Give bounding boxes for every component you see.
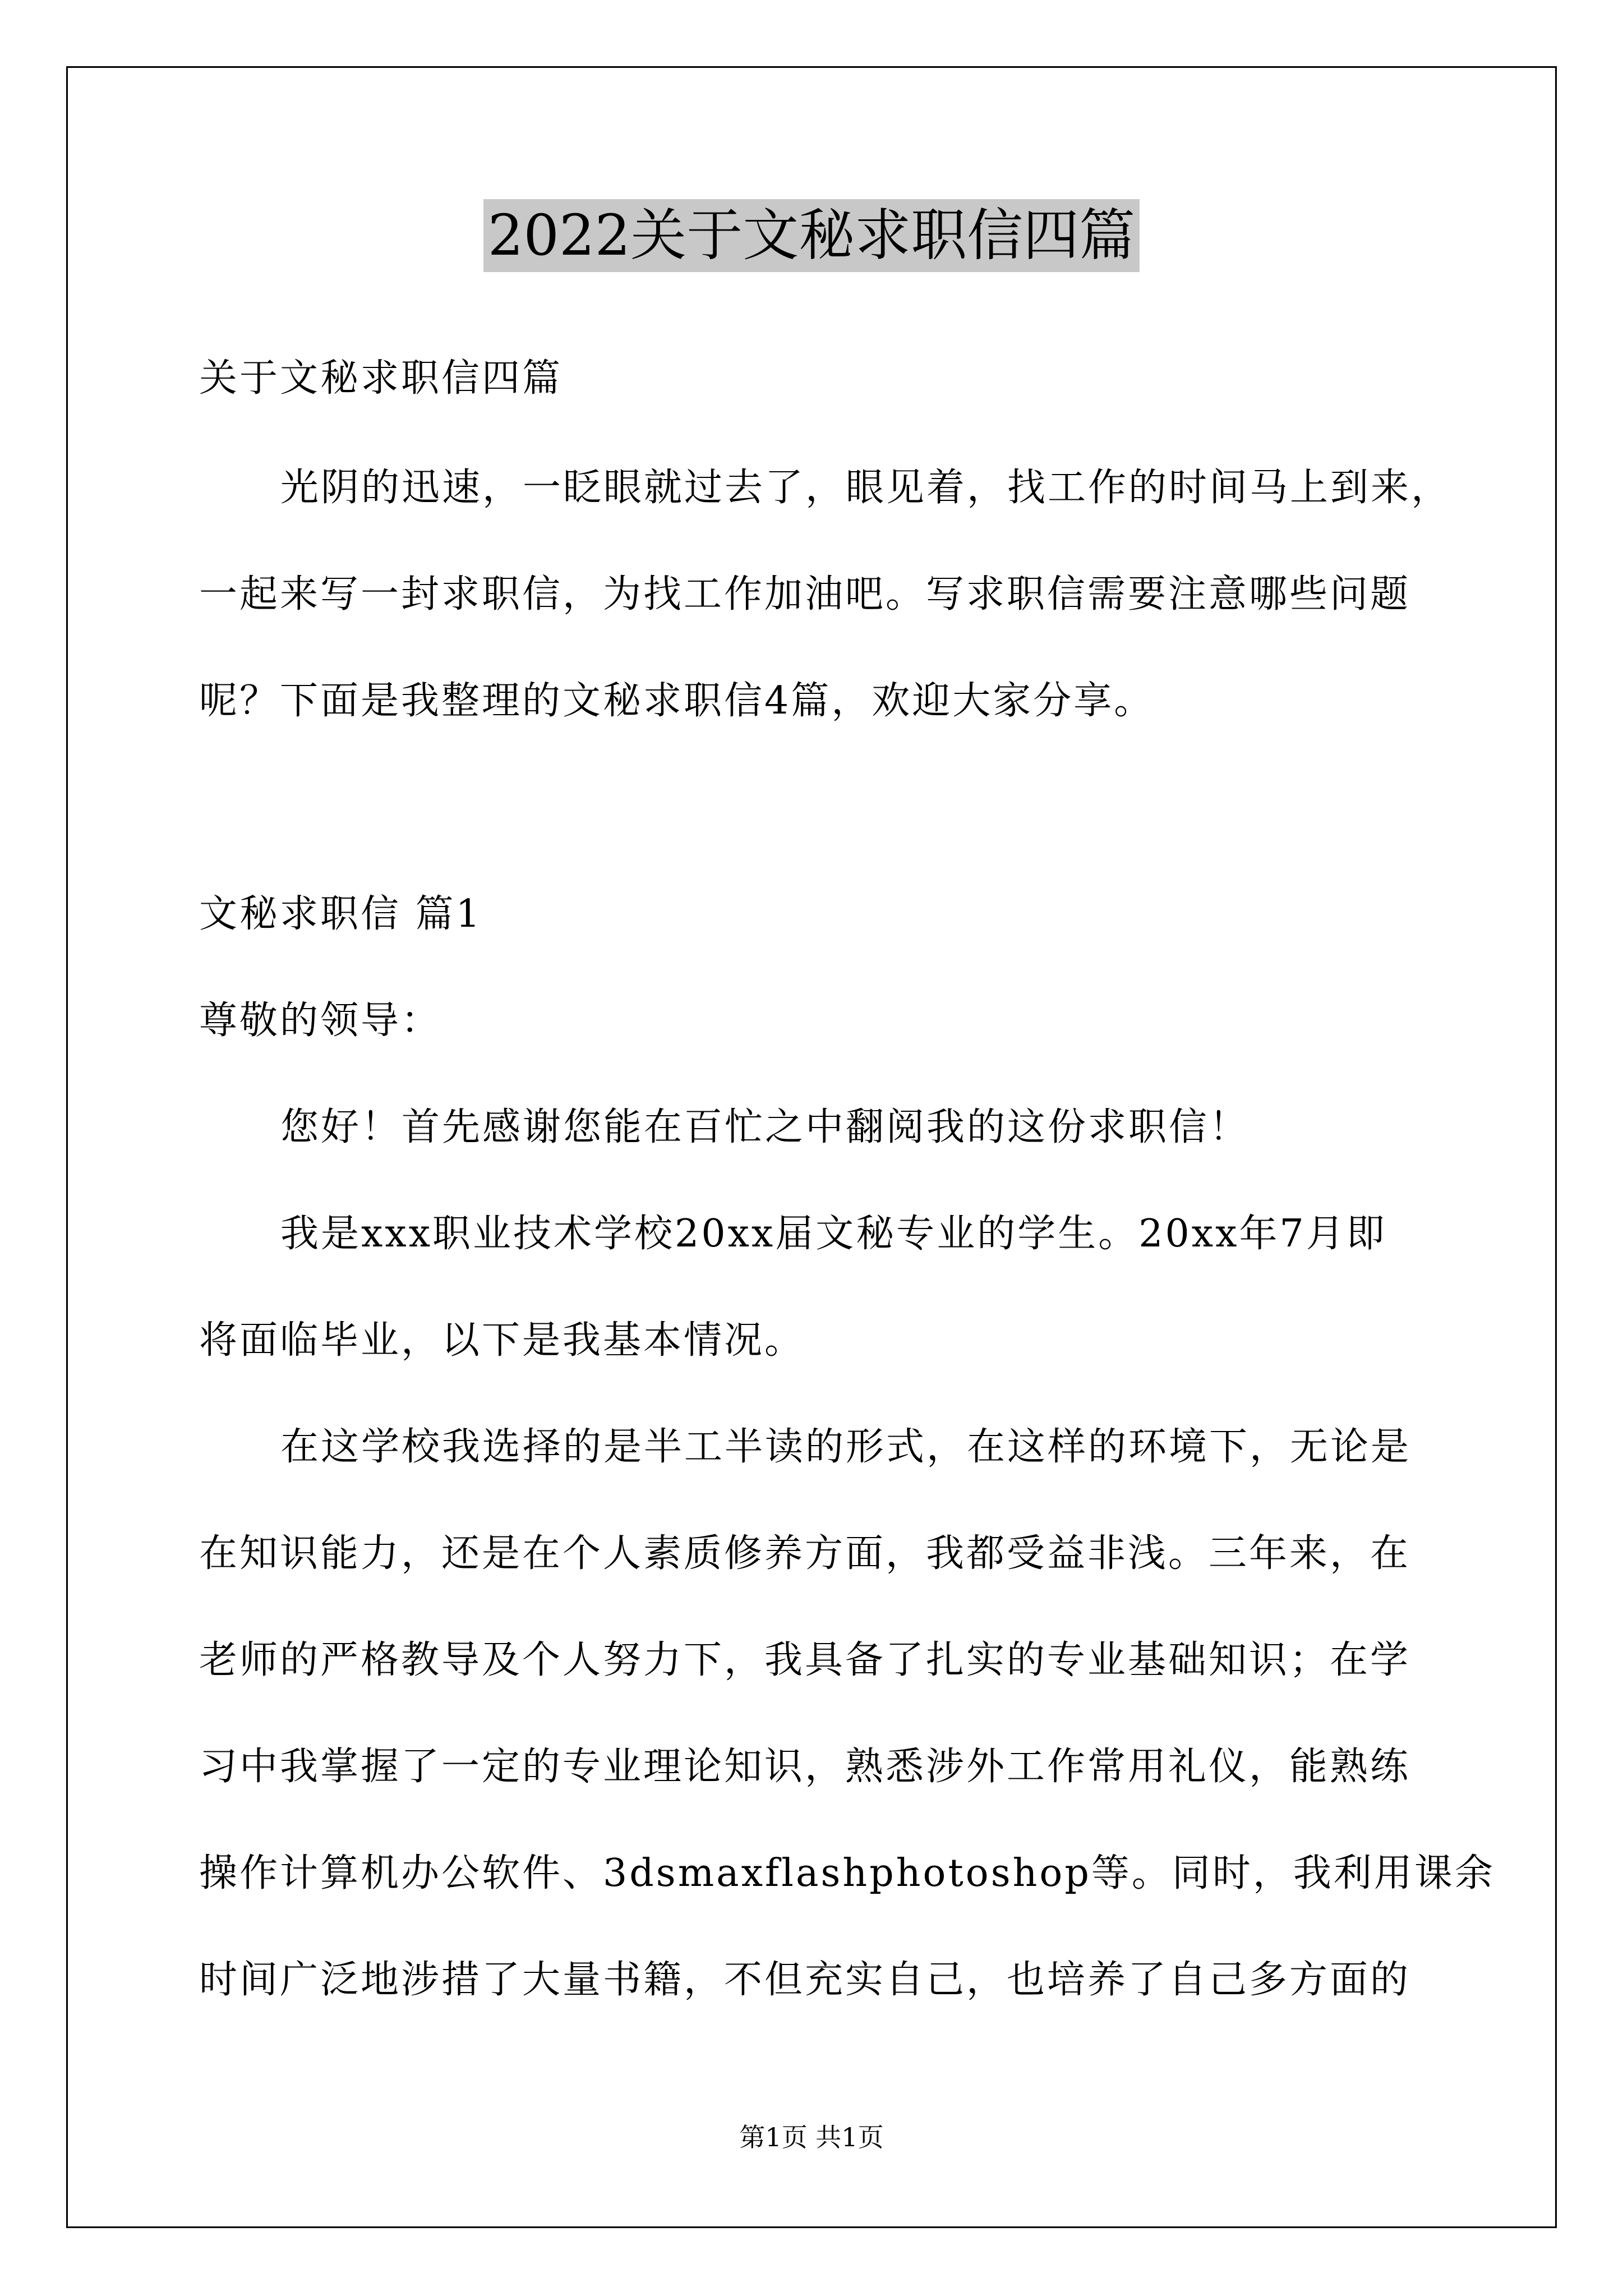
paragraph2-line-6: 时间广泛地涉措了大量书籍，不但充实自己，也培养了自己多方面的: [199, 1958, 1411, 2002]
intro-line-3: 呢？下面是我整理的文秘求职信4篇，欢迎大家分享。: [199, 679, 1155, 723]
paragraph1-line-1: 我是xxx职业技术学校20xx届文秘专业的学生。20xx年7月即: [280, 1212, 1387, 1256]
paragraph1-line-2: 将面临毕业，以下是我基本情况。: [199, 1318, 805, 1363]
intro-line-2: 一起来写一封求职信，为找工作加油吧。写求职信需要注意哪些问题: [199, 572, 1411, 616]
intro-line-1: 光阴的迅速，一眨眼就过去了，眼见着，找工作的时间马上到来，: [280, 466, 1452, 510]
paragraph2-line-3: 老师的严格教导及个人努力下，我具备了扎实的专业基础知识；在学: [199, 1638, 1411, 1682]
title-container: [0, 199, 1623, 272]
salutation: 尊敬的领导：: [199, 999, 442, 1043]
greeting-line: 您好！首先感谢您能在百忙之中翻阅我的这份求职信！: [280, 1105, 1250, 1149]
section-heading: 文秘求职信 篇1: [199, 892, 482, 936]
page-footer: 第1页 共1页: [739, 2122, 884, 2152]
document-subtitle: 关于文秘求职信四篇: [199, 356, 563, 401]
paragraph2-line-5: 操作计算机办公软件、3dsmaxflashphotoshop等。同时，我利用课余: [199, 1851, 1495, 1895]
paragraph2-line-1: 在这学校我选择的是半工半读的形式，在这样的环境下，无论是: [280, 1425, 1412, 1469]
paragraph2-line-2: 在知识能力，还是在个人素质修养方面，我都受益非浅。三年来，在: [199, 1531, 1411, 1576]
document-title: 2022关于文秘求职信四篇: [483, 199, 1140, 272]
paragraph2-line-4: 习中我掌握了一定的专业理论知识，熟悉涉外工作常用礼仪，能熟练: [199, 1745, 1411, 1789]
